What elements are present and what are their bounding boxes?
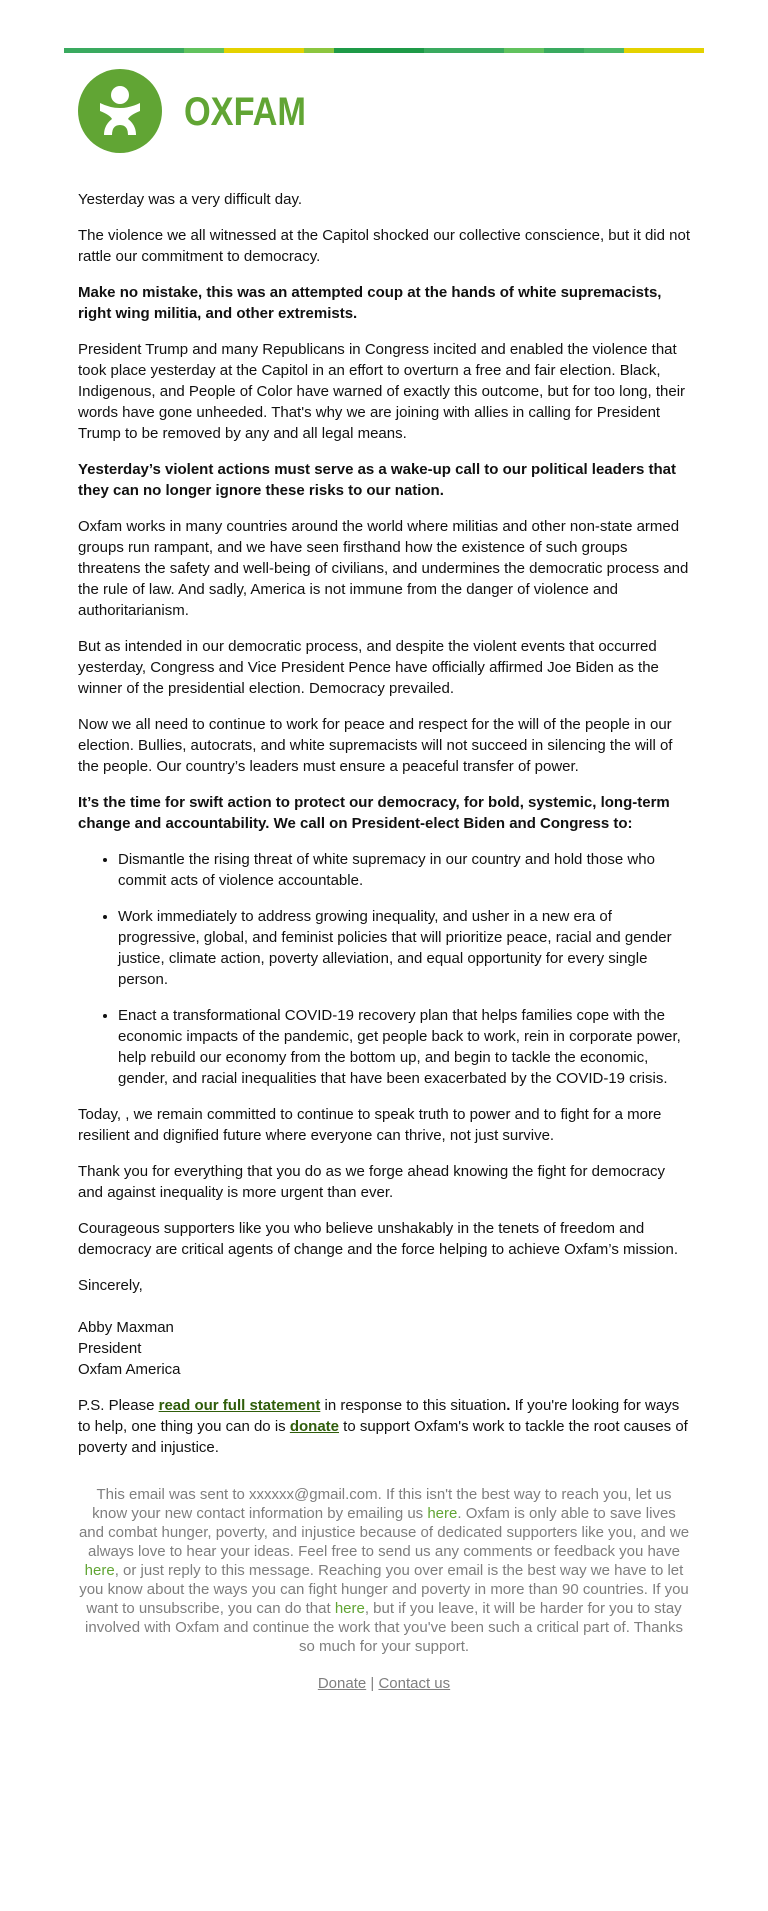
- email-container: [64, 48, 704, 1692]
- svg-text:OXFAM: OXFAM: [184, 90, 306, 134]
- closing: Sincerely,: [78, 1277, 143, 1294]
- oxfam-logo[interactable]: [78, 69, 704, 153]
- full-statement-link[interactable]: read our full statement: [158, 1397, 321, 1414]
- paragraph: Oxfam works in many countries around the world where militias and other non-state armed groups run rampant, and we have seen firsthand how the existence of such groups threatens the safety and well-being of civilians, and undermines the democratic process and the rule of law. And sadly, America is not immune from the danger of violence and authoritarianism.: [78, 518, 689, 619]
- footer-links: [64, 1675, 704, 1692]
- paragraph: President Trump and many Republicans in Congress incited and enabled the violence that took place yesterday at the Capitol in an effort to overturn a free and fair election. Black, Indigenous, and People of Color have warned of exactly this outcome, but for too long, their words have gone unheeded. That's why we are joining with allies in calling for President Trump to be removed by any and all legal means.: [78, 341, 686, 442]
- footer-separator: |: [366, 1675, 379, 1692]
- bold-paragraph: It’s the time for swift action to protect our democracy, for bold, systemic, long-term change and accountability. We call on President-elect Biden and Congress to:: [78, 794, 670, 832]
- footer-text: , but if you leave, it will be harder for you to stay involved with Oxfam and continue the work that you've been such a critical part of. Thanks so much for your support.: [85, 1600, 683, 1655]
- oxfam-person-circle-icon: [78, 69, 162, 153]
- paragraph: The violence we all witnessed at the Capitol shocked our collective conscience, but it did not rattle our commitment to democracy.: [78, 227, 691, 265]
- signature-name: Abby Maxman: [78, 1319, 174, 1336]
- paragraph: Courageous supporters like you who believe unshakably in the tenets of freedom and democracy are critical agents of change and the force helping to achieve Oxfam’s mission.: [78, 1220, 679, 1258]
- paragraph: Now we all need to continue to work for peace and respect for the will of the people in our election. Bullies, autocrats, and white supremacists will not succeed in silencing the will of the people. Our country’s leaders must ensure a peaceful transfer of power.: [78, 716, 673, 775]
- bold-paragraph: Yesterday’s violent actions must serve as a wake-up call to our political leaders that they can no longer ignore these risks to our nation.: [78, 461, 677, 499]
- paragraph: But as intended in our democratic process, and despite the violent events that occurred yesterday, Congress and Vice President Pence have officially affirmed Joe Biden as the winner of the presidential election. Democracy prevailed.: [78, 638, 659, 697]
- contact-here-link[interactable]: here: [427, 1505, 458, 1522]
- footer-text: This email was sent to xxxxxx@gmail.com. If this isn't the best way to reach you, let us know your new contact information by emailing us: [92, 1486, 672, 1522]
- paragraph: Thank you for everything that you do as we forge ahead knowing the fight for democracy and against inequality is more urgent than ever.: [78, 1163, 666, 1201]
- ps-period: .: [506, 1397, 511, 1414]
- brand-color-bar: [64, 48, 704, 53]
- footer-contact-link[interactable]: Contact us: [378, 1675, 451, 1692]
- footer-notice: [78, 1485, 690, 1656]
- unsubscribe-here-link[interactable]: here: [334, 1600, 365, 1617]
- paragraph: Yesterday was a very difficult day.: [78, 191, 303, 208]
- oxfam-wordmark: [184, 90, 308, 134]
- footer-text: . Oxfam is only able to save lives and combat hunger, poverty, and injustice because of dedicated supporters like you, and we always love to hear your ideas. Feel free to send us any comments or feedback you have: [78, 1505, 690, 1560]
- donate-link[interactable]: donate: [289, 1418, 339, 1435]
- paragraph: Today, , we remain committed to continue to speak truth to power and to fight for a more resilient and dignified future where everyone can thrive, not just survive.: [78, 1106, 662, 1144]
- signature-org: Oxfam America: [78, 1361, 181, 1378]
- feedback-here-link[interactable]: here: [84, 1562, 115, 1579]
- signature-title: President: [78, 1340, 142, 1357]
- signature-block: [78, 1317, 690, 1380]
- ps-text: P.S. Please: [78, 1397, 159, 1414]
- list-item: • Dismantle the rising threat of white supremacy in our country and hold those who commit acts of violence accountable.: [118, 849, 690, 891]
- bold-paragraph: Make no mistake, this was an attempted coup at the hands of white supremacists, right wing militia, and other extremists.: [78, 284, 662, 322]
- email-body: [78, 189, 690, 1458]
- ps-text: to support Oxfam's work to tackle the root causes of poverty and injustice.: [78, 1418, 688, 1456]
- footer-donate-link[interactable]: Donate: [317, 1675, 367, 1692]
- ps-text: If you're looking for ways to help, one thing you can do is: [78, 1397, 680, 1435]
- ps-text: in response to this situation: [320, 1397, 507, 1414]
- postscript: [78, 1395, 690, 1458]
- list-item: • Work immediately to address growing inequality, and usher in a new era of progressive, global, and feminist policies that will prioritize peace, racial and gender justice, climate action, poverty alleviation, and equal opportunity for every single person.: [118, 906, 690, 990]
- list-item: • Enact a transformational COVID-19 recovery plan that helps families cope with the economic impacts of the pandemic, get people back to work, rein in corporate power, help rebuild our economy from the bottom up, and begin to tackle the economic, gender, and racial inequalities that have been exacerbated by the COVID-19 crisis.: [118, 1005, 690, 1089]
- footer-text: , or just reply to this message. Reaching you over email is the best way we have to let you know about the ways you can fight hunger and poverty in more than 90 countries. If you want to unsubscribe, you can do that: [79, 1562, 689, 1617]
- demands-list: [78, 849, 690, 1089]
